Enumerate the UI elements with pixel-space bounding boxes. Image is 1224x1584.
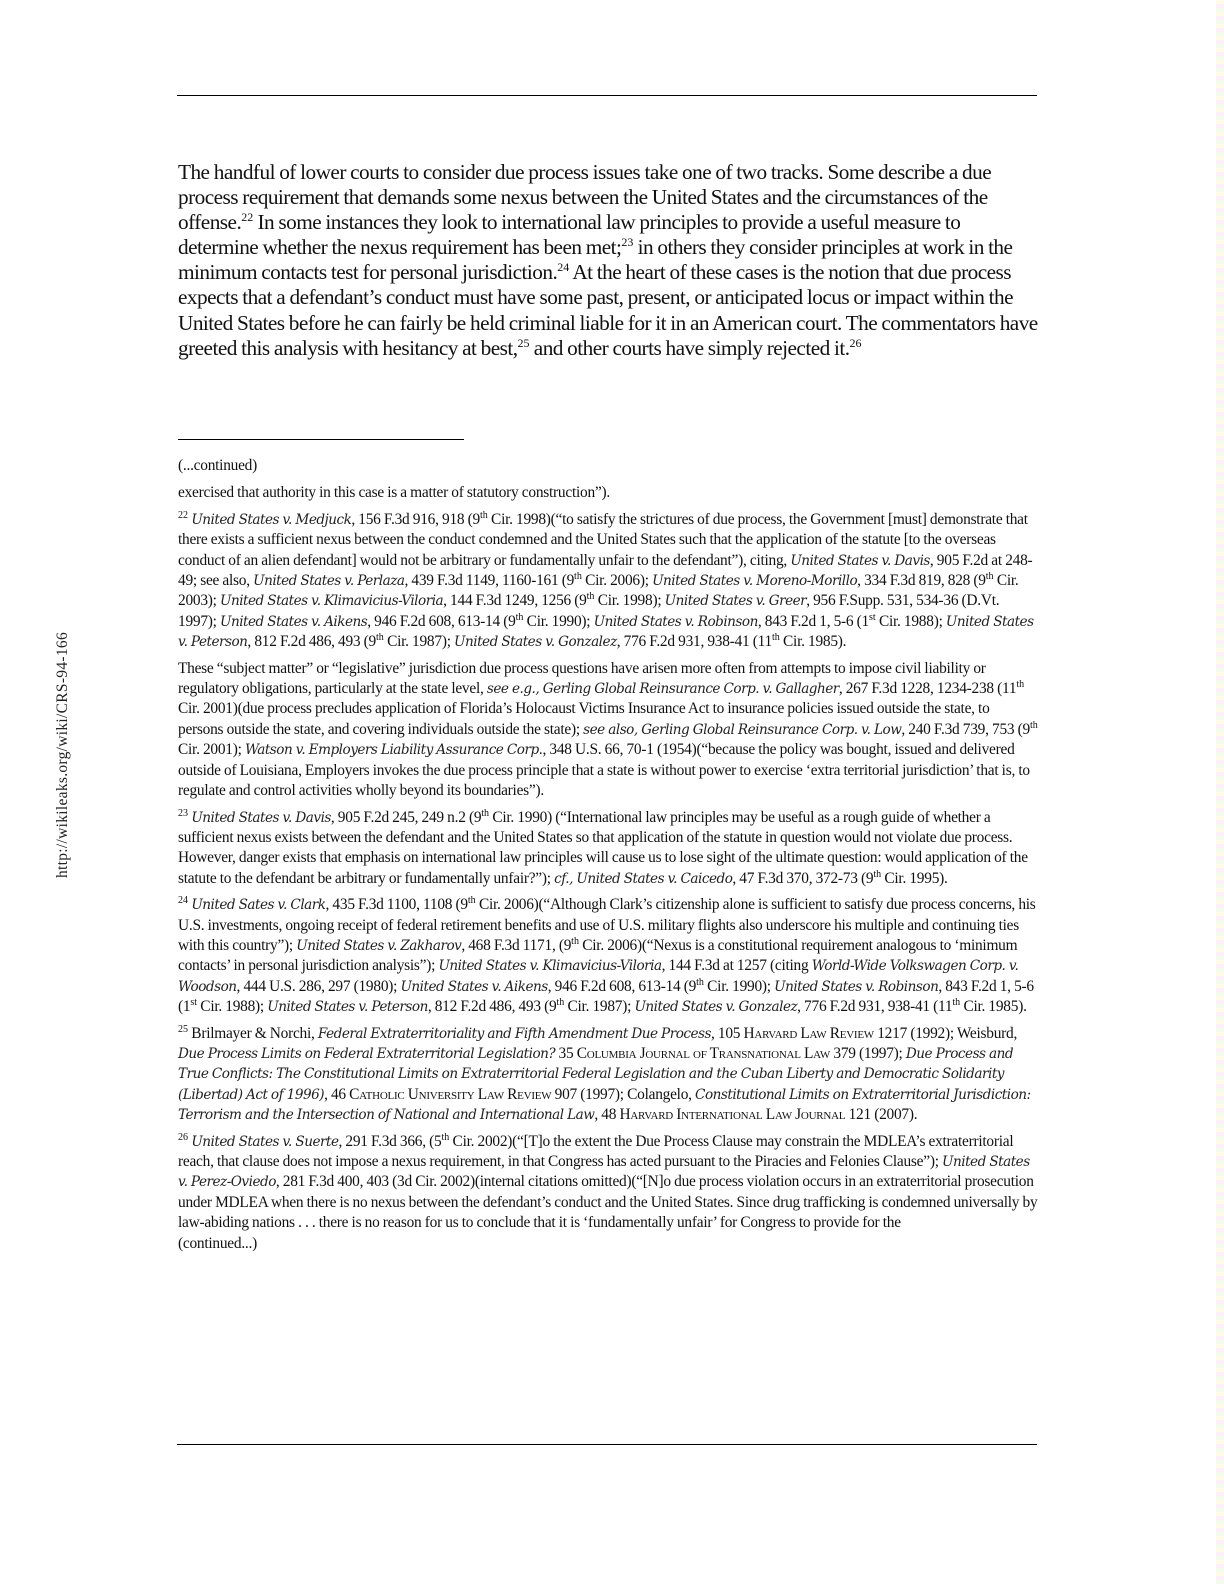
journal-name: Harvard Law Review	[743, 1024, 874, 1042]
citation-title: United States v. Suerte	[191, 1133, 339, 1150]
footnote-reference: 22	[241, 210, 254, 225]
fn-26: $^{26}$ United States v. Suerte, 291 F.3d 366, (5th Cir. 2002)(“[T]o the extent the Due Process Clause may constrain the MDLEA’s extraterritorial reach, that clause does not impose a nexus requirement, in that Congress has acted pursuant to the Piracies and Felonies Clause”); United States v. Perez-Oviedo, 281 F.3d 400, 403 (3d Cir. 2002)(internal citations omitted)(“[N]o due process violation occurs in an extraterritorial prosecution under MDLEA when there is no nexus between the defendant’s conduct and the United States. Since drug trafficking is condemned universally by law-abiding nations . . . there is no reason for us to conclude that it is ‘fundamentally unfair’ for Congress to provide for the	[178, 1131, 1038, 1232]
citation-title: United States v. Robinson	[774, 978, 939, 995]
citation-title: United States v. Moreno-Morillo	[652, 573, 858, 590]
ordinal-suffix: th	[467, 895, 476, 907]
footnote-reference: 23	[178, 807, 188, 819]
footer-rule	[177, 1444, 1037, 1445]
footnote-reference: 25	[517, 335, 530, 350]
ordinal-suffix: th	[696, 976, 704, 988]
footnote-separator	[178, 439, 464, 440]
citation-title: see e.g., Gerling Global Reinsurance Corp. v. Gallagher	[486, 681, 839, 698]
ordinal-suffix: th	[571, 935, 579, 947]
citation-title: United States v. Peterson	[178, 613, 1034, 651]
scan-edge-artifact	[1216, 0, 1224, 1584]
ordinal-suffix: th	[481, 807, 490, 819]
footnote-reference: 23	[621, 235, 634, 250]
citation-title: see also, Gerling Global Reinsurance Corp. v. Low	[583, 721, 902, 738]
ordinal-suffix: th	[873, 868, 882, 880]
citation-title: United States v. Peterson	[267, 999, 428, 1016]
fn-continuation: exercised that authority in this case is a matter of statutory construction”).	[178, 484, 610, 502]
ordinal-suffix: st	[868, 611, 876, 623]
journal-name: Harvard International Law Journal	[619, 1106, 846, 1124]
fn-25: $^{25}$ Brilmayer & Norchi, Federal Extraterritoriality and Fifth Amendment Due Process, 105 Harvard Law Review 1217 (1992); Weisburd, Due Process Limits on Federal Extraterritorial Legislation? 35 Columbia Journal of Transnational Law 379 (1997); Due Process and True Conflicts: The Constitutional Limits on Extraterritorial Federal Legislation and the Cuban Liberty and Democratic Solidarity (Libertad) Act of 1996), 46 Catholic University Law Review 907 (1997); Colangelo, Constitutional Limits on Extraterritorial Jurisdiction: Terrorism and the Intersection of National and International Law, 48 Harvard International Law Journal 121 (2007).	[178, 1023, 1031, 1124]
citation-title: United Sates v. Clark	[191, 897, 326, 914]
footnote-reference: 25	[178, 1023, 188, 1035]
fn-22-para2: These “subject matter” or “legislative” jurisdiction due process questions have arisen more often from attempts to impose civil liability or regulatory obligations, particularly at the state level, see e.g., Gerling Global Reinsurance Corp. v. Gallagher, 267 F.3d 1228, 1234-238 (11th Cir. 2001)(due process precludes application of Florida’s Holocaust Victims Insurance Act to insurance policies issued outside the state, to persons outside the state, and covering individuals outside the state); see also, Gerling Global Reinsurance Corp. v. Low, 240 F.3d 739, 753 (9th Cir. 2001); Watson v. Employers Liability Assurance Corp., 348 U.S. 66, 70-1 (1954)(“because the policy was bought, issued and delivered outside of Louisiana, Employers invokes the due process principle that a state is without power to exercise ‘extra territorial jurisdiction’ that is, to regulate and control activities wholly beyond its boundaries”).	[178, 659, 1038, 800]
citation-title: Federal Extraterritoriality and Fifth Amendment Due Process	[317, 1025, 711, 1042]
citation-title: United States v. Klimavicius-Viloria	[438, 958, 662, 975]
footnote-continued-bottom: (continued...)	[178, 1234, 257, 1252]
citation-title: United States v. Klimavicius-Viloria	[219, 593, 444, 610]
ordinal-suffix: th	[574, 571, 582, 583]
ordinal-suffix: th	[376, 632, 384, 644]
main-paragraph: The handful of lower courts to consider due process issues take one of two tracks. Some describe a due process requirement that demands some nexus between the United States and the circumstances of the offense.$^{22}$ In some instances they look to international law principles to provide a useful measure to determine whether the nexus requirement has been met;$^{23}$ in others they consider principles at work in the minimum contacts test for personal jurisdiction.$^{24}$ At the heart of these cases is the notion that due process expects that a defendant’s conduct must have some past, present, or anticipated locus or impact within the United States before he can fairly be held criminal liable for it in an American court. The commentators have greeted this analysis with hesitancy at best,$^{25}$ and other courts have simply rejected it.$^{26}$	[178, 160, 1038, 360]
ordinal-suffix: th	[1029, 719, 1038, 731]
ordinal-suffix: th	[441, 1131, 450, 1143]
ordinal-suffix: th	[515, 611, 524, 623]
citation-title: United States v. Zakharov	[296, 937, 462, 954]
footnote-reference: 22	[178, 509, 188, 521]
fn-24: $^{24}$ United Sates v. Clark, 435 F.3d 1100, 1108 (9th Cir. 2006)(“Although Clark’s citizenship alone is sufficient to satisfy due process concerns, his U.S. investments, ongoing receipt of federal retirement benefits and use of U.S. military flights also underscore his multiple and continuing ties with this country”); United States v. Zakharov, 468 F.3d 1171, (9th Cir. 2006)(“Nexus is a constitutional requirement analogous to ‘minimum contacts’ in personal jurisdiction analysis”); United States v. Klimavicius-Viloria, 144 F.3d at 1257 (citing World-Wide Volkswagen Corp. v. Woodson, 444 U.S. 286, 297 (1980); United States v. Aikens, 946 F.2d 608, 613-14 (9th Cir. 1990); United States v. Robinson, 843 F.2d 1, 5-6 (1st Cir. 1988); United States v. Peterson, 812 F.2d 486, 493 (9th Cir. 1987); United States v. Gonzalez, 776 F.2d 931, 938-41 (11th Cir. 1985).	[178, 895, 1036, 1016]
footnote-reference: 24	[557, 260, 570, 275]
citation-title: United States v. Greer	[664, 593, 807, 610]
citation-title: Due Process Limits on Federal Extraterritorial Legislation?	[178, 1045, 556, 1062]
journal-name: Catholic University Law Review	[349, 1085, 552, 1103]
fn-22: $^{22}$ United States v. Medjuck, 156 F.3d 916, 918 (9th Cir. 1998)(“to satisfy the strictures of due process, the Government [must] demonstrate that there exists a sufficient nexus between the conduct condemned and the United States such that the application of the statute [to the overseas conduct of an alien defendant] would not be arbitrary or fundamentally unfair to the defendant”), citing, United States v. Davis, 905 F.2d at 248-49; see also, United States v. Perlaza, 439 F.3d 1149, 1160-161 (9th Cir. 2006); United States v. Moreno-Morillo, 334 F.3d 819, 828 (9th Cir. 2003); United States v. Klimavicius-Viloria, 144 F.3d 1249, 1256 (9th Cir. 1998); United States v. Greer, 956 F.Supp. 531, 534-36 (D.Vt. 1997); United States v. Aikens, 946 F.2d 608, 613-14 (9th Cir. 1990); United States v. Robinson, 843 F.2d 1, 5-6 (1st Cir. 1988); United States v. Peterson, 812 F.2d 486, 493 (9th Cir. 1987); United States v. Gonzalez, 776 F.2d 931, 938-41 (11th Cir. 1985).	[178, 509, 1034, 651]
citation-title: Constitutional Limits on Extraterritorial Jurisdiction: Terrorism and the Intersection of National and International Law	[178, 1086, 1031, 1124]
ordinal-suffix: th	[985, 571, 994, 583]
footnote-continued-top: (...continued)	[178, 457, 257, 474]
footnote-list	[178, 483, 1038, 1233]
citation-title: United States v. Medjuck	[191, 511, 352, 528]
citation-title: cf., United States v. Caicedo	[554, 870, 733, 887]
ordinal-suffix: th	[479, 509, 488, 521]
citation-title: United States v. Davis	[191, 809, 331, 826]
footnote-reference: 26	[849, 335, 862, 350]
ordinal-suffix: th	[556, 997, 565, 1009]
citation-title: United States v. Robinson	[593, 613, 758, 630]
ordinal-suffix: th	[586, 591, 595, 603]
side-watermark-url: http://wikileaks.org/wiki/CRS-94-166	[54, 631, 71, 879]
footnotes-section	[178, 456, 1038, 1260]
ordinal-suffix: st	[190, 997, 197, 1009]
header-rule	[177, 95, 1037, 96]
fn-23: $^{23}$ United States v. Davis, 905 F.2d 245, 249 n.2 (9th Cir. 1990) (“International law principles may be useful as a rough guide of whether a sufficient nexus exists between the defendant and the United States so that application of the statute in question would not violate due process. However, danger exists that emphasis on international law principles will cause us to lose sight of the ultimate question: would application of the statute to the defendant be arbitrary or fundamentally unfair?”); cf., United States v. Caicedo, 47 F.3d 370, 372-73 (9th Cir. 1995).	[178, 807, 1028, 887]
footnote-reference: 24	[178, 895, 188, 907]
citation-title: United States v. Davis	[790, 552, 930, 569]
footnote-reference: 26	[178, 1131, 188, 1143]
citation-title: World-Wide Volkswagen Corp. v. Woodson	[178, 958, 1019, 995]
citation-title: United States v. Perlaza	[253, 573, 405, 590]
journal-name: Columbia Journal of Transnational Law	[576, 1044, 831, 1062]
citation-title: Due Process and True Conflicts: The Constitutional Limits on Extraterritorial Federal Legislation and the Cuban Liberty and Democratic Solidarity (Libertad) Act of 1996)	[178, 1045, 1014, 1103]
citation-title: United States v. Perez-Oviedo	[178, 1154, 1030, 1191]
ordinal-suffix: th	[952, 997, 961, 1009]
citation-title: United States v. Gonzalez	[634, 999, 798, 1016]
citation-title: United States v. Gonzalez	[454, 634, 617, 651]
ordinal-suffix: th	[1016, 679, 1025, 691]
citation-title: Watson v. Employers Liability Assurance Corp.	[244, 742, 543, 759]
ordinal-suffix: th	[771, 632, 780, 644]
citation-title: United States v. Aikens	[219, 613, 368, 630]
citation-title: United States v. Aikens	[400, 978, 548, 995]
